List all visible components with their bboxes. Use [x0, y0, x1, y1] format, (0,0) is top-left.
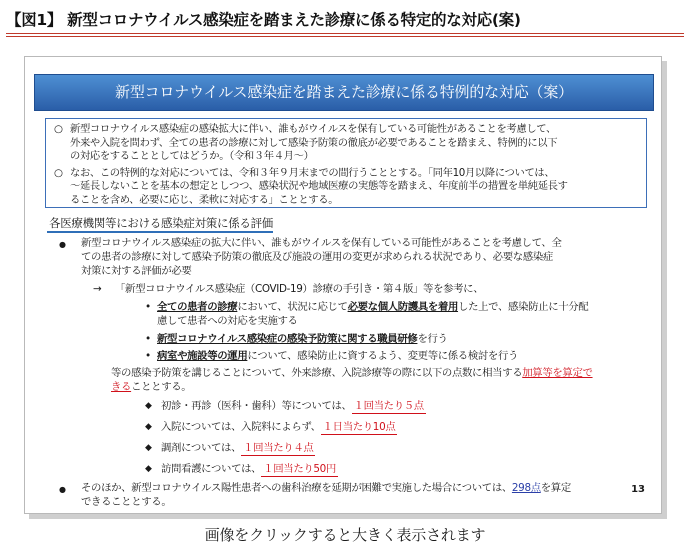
dental-points-value: 298点: [511, 482, 541, 494]
points-value: １回当たり５点: [353, 400, 424, 412]
slide-image[interactable]: [24, 56, 662, 514]
header-rule-top: [6, 33, 684, 34]
slide-banner-title: 新型コロナウイルス感染症を踏まえた診療に係る特例的な対応（案）: [34, 74, 654, 111]
click-to-enlarge-caption[interactable]: 画像をクリックすると大きく表示されます: [204, 526, 486, 544]
circle-marker-icon: ○: [54, 123, 63, 135]
note-line: 新型コロナウイルス感染症の感染拡大に伴い、誰もがウイルスを保有している可能性があることを考慮して、: [70, 123, 556, 135]
sub-item-1-cont: 慮して患者への対応を実施する: [157, 315, 298, 327]
figure-header: [6, 8, 684, 38]
bullet-icon: ●: [59, 240, 66, 249]
sub-bullet-icon: •: [145, 333, 151, 345]
sub-item-3: 病室や施設等の運用について、感染防止に資するよう、変更等に係る検討を行う: [157, 350, 519, 362]
sub-item-1: 全ての患者の診療において、状況に応じて必要な個人防護具を着用した上で、感染防止に十分配: [157, 301, 589, 313]
points-intro-line2: きることとする。: [111, 381, 192, 393]
points-value: １回当たり50円: [263, 463, 336, 475]
points-item: 調剤については、 １回当たり４点: [161, 442, 314, 454]
bullet-icon: ●: [59, 485, 66, 494]
note-item: [54, 167, 638, 208]
points-item: 入院については、入院料によらず、 １日当たり10点: [161, 421, 396, 433]
note-line: なお、この特例的な対応については、令和３年９月末までの間行うこととする。「同年10月以降については、: [70, 166, 555, 179]
main-line: 新型コロナウイルス感染症の拡大に伴い、誰もがウイルスを保有している可能性があることを考慮して、全: [81, 237, 562, 249]
circle-marker-icon: ○: [54, 166, 63, 179]
note-line: ～延長しないことを基本の想定としつつ、感染状況や地域医療の実態等を踏まえ、年度前半の措置を単純延長す: [70, 180, 568, 192]
figure-title: 【図1】 新型コロナウイルス感染症を踏まえた診療に係る特定的な対応(案): [6, 11, 521, 29]
points-item: 初診・再診（医科・歯科）等については、 １回当たり５点: [161, 400, 424, 412]
diamond-icon: ◆: [145, 401, 152, 411]
main-line: ての患者の診療に対して感染予防策の徹底及び施設の運用の変更が求められる状況であり、必要な感染症: [81, 251, 553, 263]
dental-line2: できることとする。: [81, 496, 172, 508]
diamond-icon: ◆: [145, 443, 152, 453]
header-rule-bottom: [6, 36, 684, 37]
points-item: 訪問看護については、 １回当たり50円: [161, 463, 336, 475]
points-value: １日当たり10点: [322, 421, 396, 433]
page-number: 13: [631, 484, 645, 495]
dental-line1: そのほか、新型コロナウイルス陽性患者への歯科治療を延期が困難で実施した場合については、298点を算定: [81, 482, 571, 494]
main-line: 対策に対する評価が必要: [81, 265, 192, 277]
notes-box: [45, 118, 647, 208]
heading-underline: [47, 231, 273, 233]
note-line: の対応をすることとしてはどうか。（令和３年４月～）: [70, 150, 314, 162]
guide-reference: 「新型コロナウイルス感染症（COVID-19）診療の手引き・第４版」等を参考に、: [115, 283, 484, 295]
arrow-icon: →: [93, 283, 102, 295]
diamond-icon: ◆: [145, 422, 152, 432]
note-item: [54, 123, 638, 164]
sub-bullet-icon: •: [145, 350, 151, 362]
points-value: １回当たり４点: [243, 442, 314, 454]
note-line: 外来や入院を問わず、全ての患者の診療に対して感染予防策の徹底が必要であることを踏まえ、特例的に以下: [70, 136, 558, 149]
points-intro-line1: 等の感染予防策を講じることについて、外来診療、入院診療等の際に以下の点数に相当する加算等を算定で: [111, 367, 593, 379]
sub-bullet-icon: •: [145, 301, 151, 313]
sub-item-2: 新型コロナウイルス感染症の感染予防策に関する職員研修を行う: [157, 333, 448, 345]
evaluation-heading: 各医療機関等における感染症対策に係る評価: [49, 216, 273, 230]
diamond-icon: ◆: [145, 464, 152, 474]
note-line: ることを含め、必要に応じ、柔軟に対応する」こととする。: [70, 193, 339, 206]
